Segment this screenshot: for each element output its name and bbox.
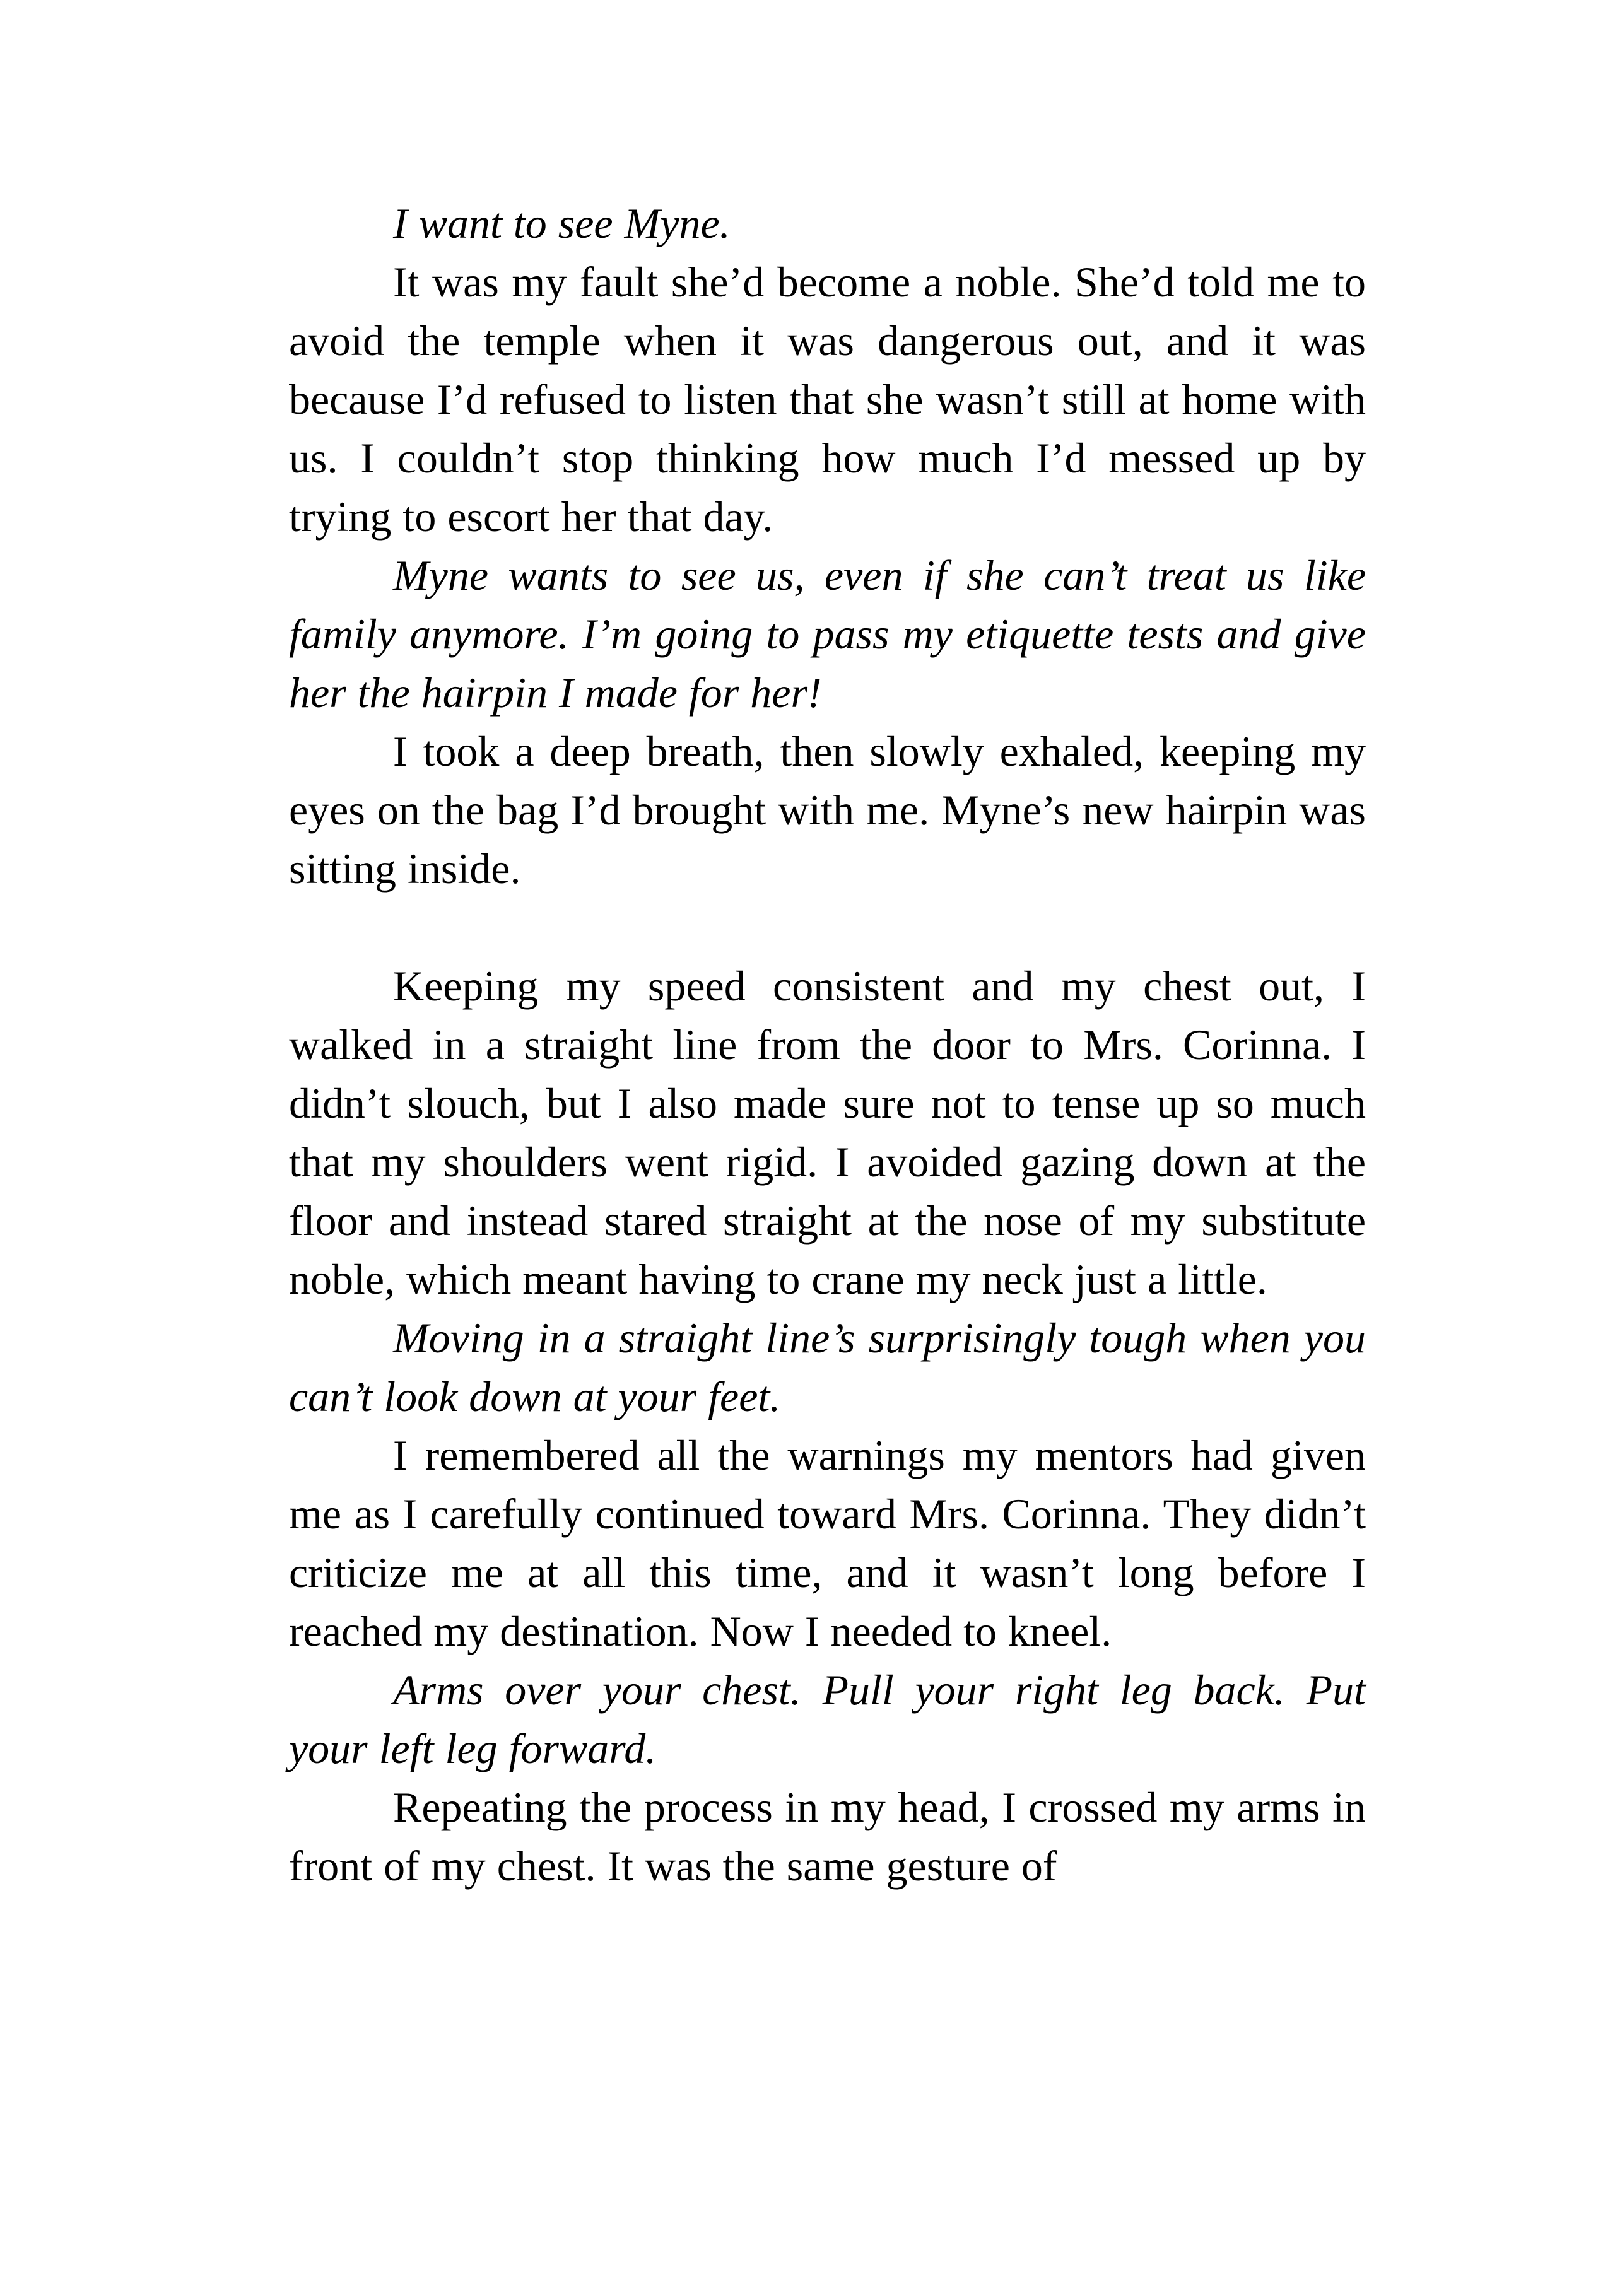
narration-paragraph-2: I took a deep breath, then slowly exhaled, keeping my eyes on the bag I’d brought with me. Myne’s new hairpin was sitting inside.	[289, 727, 1366, 893]
thought-paragraph-4: Arms over your chest. Pull your right leg back. Put your left leg forward.	[289, 1666, 1366, 1772]
thought-paragraph-2: Myne wants to see us, even if she can’t treat us like family anymore. I’m going to pass my etiquette tests and give her the hairpin I made for her!	[289, 551, 1366, 717]
thought-paragraph-1: I want to see Myne.	[393, 199, 731, 247]
section-break	[289, 898, 1366, 957]
narration-paragraph-5: Repeating the process in my head, I crossed my arms in front of my chest. It was the same gesture of	[289, 1783, 1366, 1890]
narration-paragraph-4: I remembered all the warnings my mentors had given me as I carefully continued toward Mrs. Corinna. They didn’t criticize me at all this time, and it wasn’t long before I reached my destination. Now I needed to kneel.	[289, 1431, 1366, 1655]
book-page	[289, 194, 1366, 1895]
narration-paragraph-1: It was my fault she’d become a noble. She’d told me to avoid the temple when it was dangerous out, and it was because I’d refused to listen that she wasn’t still at home with us. I couldn’t stop thinking how much I’d messed up by trying to escort her that day.	[289, 258, 1366, 541]
thought-paragraph-3: Moving in a straight line’s surprisingly tough when you can’t look down at your feet.	[289, 1314, 1366, 1420]
narration-paragraph-3: Keeping my speed consistent and my chest out, I walked in a straight line from the door to Mrs. Corinna. I didn’t slouch, but I also made sure not to tense up so much that my shoulders went rigid. I avoided gazing down at the floor and instead stared straight at the nose of my substitute noble, which meant having to crane my neck just a little.	[289, 962, 1366, 1303]
